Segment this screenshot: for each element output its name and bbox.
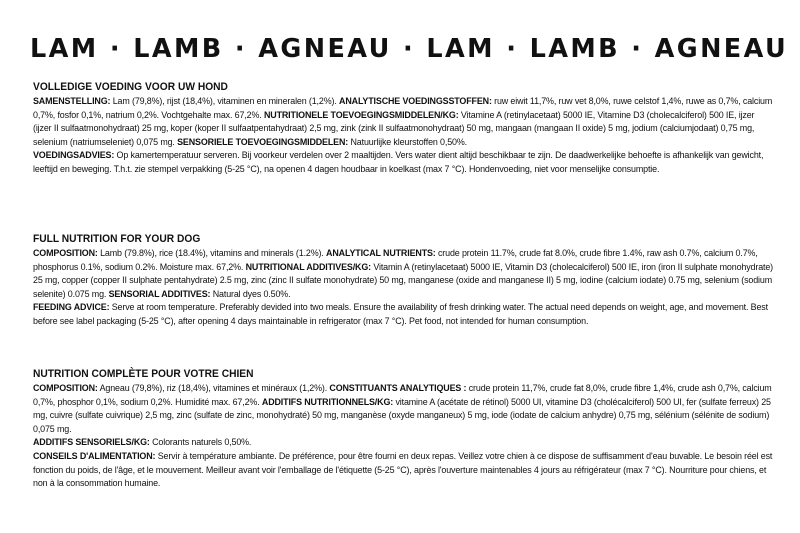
analytical-label: ANALYTISCHE VOEDINGSSTOFFEN: xyxy=(339,96,492,107)
composition-label: COMPOSITION: xyxy=(33,383,98,394)
section-french xyxy=(33,367,775,491)
sensorial-label: SENSORIELE TOEVOEGINGSMIDDELEN: xyxy=(177,136,349,148)
analytical-text: ruw eiwit 11,7%, ruw vet 8,0%, ruwe celstof 1,4%, ruwe as 0,7%, calcium 0,7%, fosfor 0,1%, natrium 0,2%. Vochtgehalte max. 67,2%. xyxy=(33,96,773,121)
sensorial-text: Natuurlijke kleurstoffen 0,50%. xyxy=(348,136,468,148)
feeding-paragraph xyxy=(33,450,775,491)
feeding-paragraph xyxy=(33,149,775,176)
additives-label: ADDITIFS NUTRITIONNELS/KG: xyxy=(261,396,394,408)
section-title: VOLLEDIGE VOEDING VOOR UW HOND xyxy=(33,81,228,93)
sensorial-label: SENSORIAL ADDITIVES: xyxy=(108,288,211,300)
feeding-text: Op kamertemperatuur serveren. Bij voorkeur verdelen over 2 maaltijden. Vers water dient altijd beschikbaar te zijn. De daadwerkelijke behoefte is afhankelijk van gewicht, leeftijd en beweging. T.h.t. zie stempel verpakking (5-25 °C), na openen 4 dagen houdbaar in koelkast (max 7 °C). Hondenvoeding, niet voor menselijke consumptie. xyxy=(33,150,764,175)
product-banner: LAM · LAMB · AGNEAU · LAM · LAMB · AGNEAU xyxy=(30,34,789,64)
feeding-label: FEEDING ADVICE: xyxy=(33,302,110,314)
analytical-text: crude protein 11.7%, crude fat 8.0%, crude fibre 1.4%, raw ash 0.7%, calcium 0.7%, phosphorus 0.1%, sodium 0.2%. Moisture max. 67,2%. xyxy=(33,248,758,273)
feeding-paragraph xyxy=(33,301,775,328)
sensorial-text: Colorants naturels 0,50%. xyxy=(149,437,252,449)
sensorial-paragraph xyxy=(33,436,775,450)
section-title: NUTRITION COMPLÈTE POUR VOTRE CHIEN xyxy=(33,368,254,380)
additives-text: vitamine A (acétate de rétinol) 5000 UI, vitamine D3 (cholécalciferol) 500 UI, fer (sulfate ferreux) 25 mg, cuivre (sulfate cuivrique) 2,5 mg, zinc (sulfate de zinc, monohydraté) 50 mg, manganèse (oxyde manganeux) 5 mg, iode (iodate de calcium anhydre) 0,75 mg, sélénium (sélénite de sodium) 0,075 mg. xyxy=(33,396,771,435)
feeding-label: CONSEILS D'ALIMENTATION: xyxy=(33,450,156,462)
composition-paragraph xyxy=(33,382,775,436)
feeding-text: Servir à température ambiante. De préférence, pour être fourni en deux repas. Veillez votre chien à ce dispose de suffisamment d'eau buvable. Le besoin réel est fonction du poids, de l'âge, et le mouvement. Meilleur avant voir l'emballage de l'étiquette (5-25 °C), après l'ouverture maintenables 4 jours au réfrigérateur (max 7 °C). Nourriture pour chiens, et non à la consommation humaine. xyxy=(33,450,773,490)
composition-label: COMPOSITION: xyxy=(33,248,98,259)
sensorial-text: Natural dyes 0.50%. xyxy=(210,288,291,300)
composition-text: Lamb (79.8%), rice (18.4%), vitamins and minerals (1.2%). xyxy=(97,248,327,259)
additives-text: Vitamine A (retinylacetaat) 5000 IE, Vitamine D3 (cholecalciferol) 500 IE, ijzer (ijzer II sulfaatmonohydraat) 25 mg, koper (koper II sulfaatpentahydraat) 2,5 mg, zink (zink II sulfaatmonohydraat) 50 mg, mangaan (mangaan II oxide) 5 mg, jodium (calciumjodaat) 0,75 mg, selenium (natriumseleniet) 0,075 mg. xyxy=(33,109,755,148)
composition-label: SAMENSTELLING: xyxy=(33,96,111,107)
composition-paragraph xyxy=(33,95,775,149)
section-english xyxy=(33,232,775,329)
section-dutch xyxy=(33,80,775,177)
composition-text: Agneau (79,8%), riz (18,4%), vitamines et minéraux (1,2%). xyxy=(97,383,330,394)
composition-paragraph xyxy=(33,247,775,301)
sensorial-label: ADDITIFS SENSORIELS/KG: xyxy=(33,437,150,449)
analytical-label: ANALYTICAL NUTRIENTS: xyxy=(326,248,436,259)
additives-label: NUTRITIONELE TOEVOEGINGSMIDDELEN/KG: xyxy=(263,109,459,121)
feeding-label: VOEDINGSADVIES: xyxy=(33,150,115,162)
section-title: FULL NUTRITION FOR YOUR DOG xyxy=(33,233,201,245)
additives-label: NUTRITIONAL ADDITIVES/KG: xyxy=(245,261,371,273)
analytical-label: CONSTITUANTS ANALYTIQUES : xyxy=(329,383,467,394)
composition-text: Lam (79,8%), rijst (18,4%), vitaminen en mineralen (1,2%). xyxy=(110,96,340,107)
feeding-text: Serve at room temperature. Preferably devided into two meals. Ensure the availability of fresh drinking water. The actual need depends on weight, age, and movement. Best before see label packaging (5-25 °C), after opening 4 days maintainable in refrigerator (max 7 °C). Pet food, not intended for human consumption. xyxy=(33,302,768,327)
analytical-text: crude protein 11,7%, crude fat 8,0%, crude fibre 1,4%, crude ash 0,7%, calcium 0,7%, phosphor 0,1%, sodium 0,2%. Humidité max. 67,2%. xyxy=(33,383,772,408)
additives-text: Vitamin A (retinylacetaat) 5000 IE, Vitamin D3 (cholecalciferol) 500 IE, iron (iron II sulphate monohydrate) 25 mg, copper (copper II sulphate pentahydrate) 2.5 mg, zinc (zinc II sulfate monohydrate) 50 mg, manganese (oxide and manganese II) 5 mg, iodine (calcium iodate) 0.75 mg, selenium (sodium selenite) 0.075 mg. xyxy=(33,261,774,300)
